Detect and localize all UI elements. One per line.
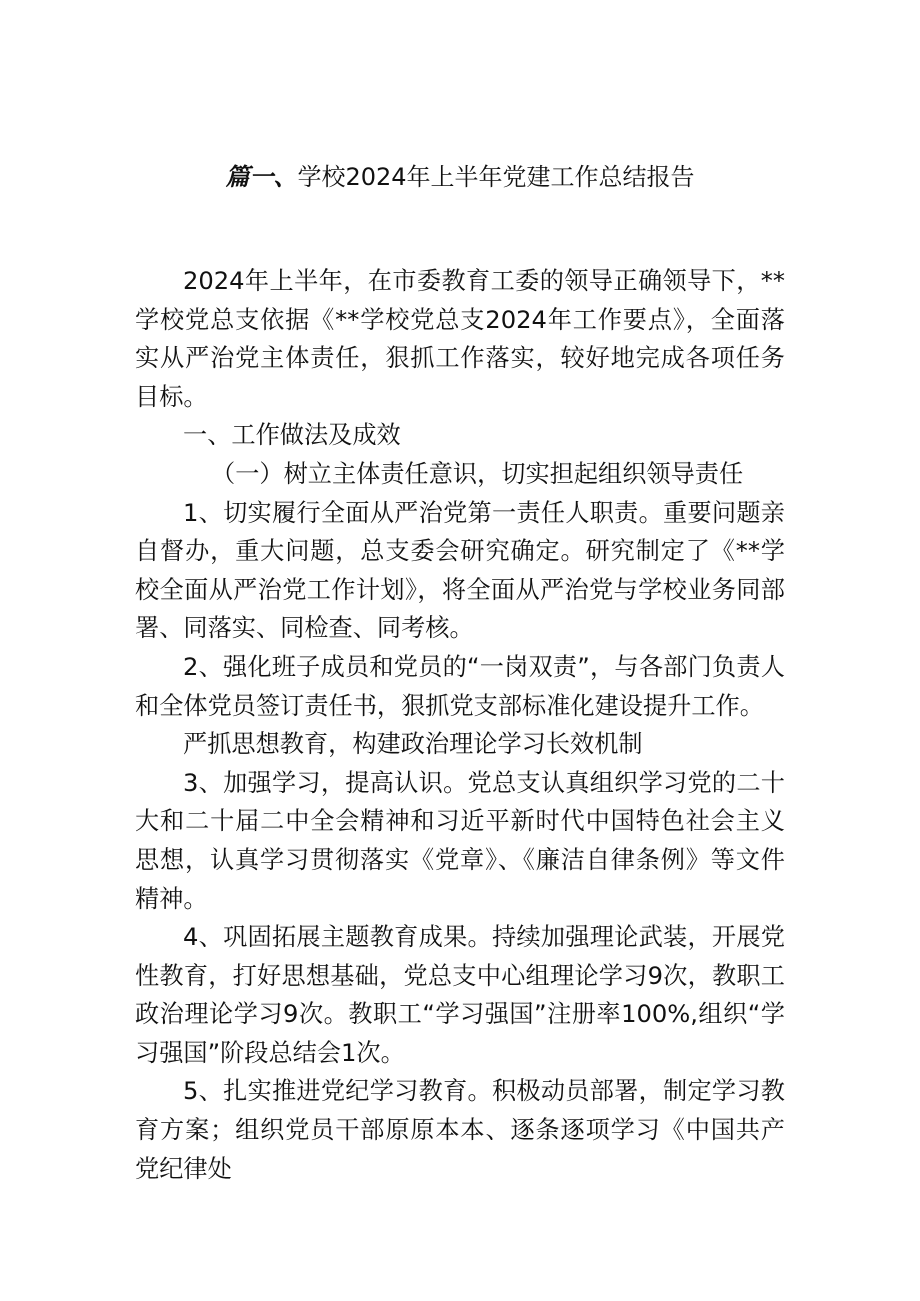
paragraph-intro: 2024年上半年，在市委教育工委的领导正确领导下，**学校党总支依据《**学校党总支2024年工作要点》，全面落实从严治党主体责任，狠抓工作落实，较好地完成各项任务目标。 xyxy=(135,267,785,411)
title-main: 学校2024年上半年党建工作总结报告 xyxy=(297,163,695,191)
subsection-heading: （一）树立主体责任意识，切实担起组织领导责任 xyxy=(211,459,744,488)
title-prefix: 篇一、 xyxy=(225,163,298,191)
document-title xyxy=(0,160,920,194)
paragraph-item-5: 5、扎实推进党纪学习教育。积极动员部署，制定学习教育方案；组织党员干部原原本本、逐条逐项学习《中国共产党纪律处 xyxy=(135,1077,785,1183)
section-heading: 一、工作做法及成效 xyxy=(183,421,401,450)
subsection-heading-2: 严抓思想教育，构建政治理论学习长效机制 xyxy=(183,730,643,759)
paragraph-item-3: 3、加强学习，提高认识。党总支认真组织学习党的二十大和二十届二中全会精神和习近平新时代中国特色社会主义思想，认真学习贯彻落实《党章》、《廉洁自律条例》等文件精神。 xyxy=(135,768,785,913)
paragraph-item-4: 4、巩固拓展主题教育成果。持续加强理论武装，开展党性教育，打好思想基础，党总支中心组理论学习9次，教职工政治理论学习9次。教职工“学习强国”注册率100%,组织“学习强国”阶段总结会1次。 xyxy=(135,923,785,1067)
document-body xyxy=(135,262,785,1188)
paragraph-item-1: 1、切实履行全面从严治党第一责任人职责。重要问题亲自督办，重大问题，总支委会研究确定。研究制定了《**学校全面从严治党工作计划》，将全面从严治党与学校业务同部署、同落实、同检查、同考核。 xyxy=(135,498,785,643)
paragraph-item-2: 2、强化班子成员和党员的“一岗双责”，与各部门负责人和全体党员签订责任书，狠抓党支部标准化建设提升工作。 xyxy=(135,652,785,720)
